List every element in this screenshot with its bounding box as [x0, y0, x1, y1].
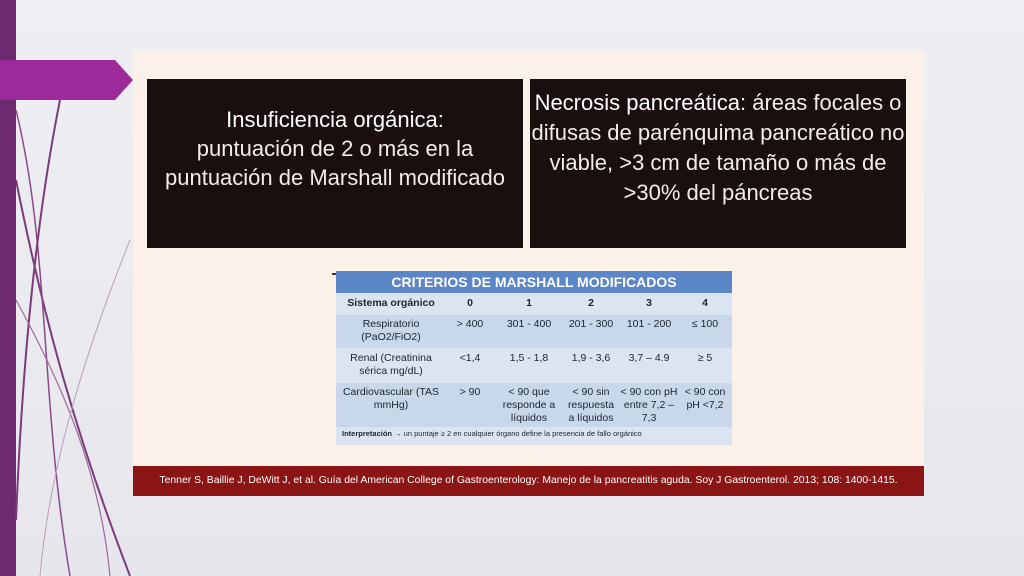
table-cell: < 90 que responde a líquidos	[502, 386, 556, 424]
interpretation-label: Interpretación	[342, 429, 393, 438]
table-cell: ≥ 5	[697, 352, 713, 364]
table-interpretation	[342, 428, 728, 440]
table-cell: ≤ 100	[691, 318, 719, 330]
marshall-criteria-table	[336, 271, 732, 445]
row-label: Respiratorio (PaO2/FiO2)	[361, 318, 421, 343]
column-header: Sistema orgánico	[347, 297, 435, 309]
table-cell: > 90	[459, 386, 481, 398]
interpretation-text: → un puntaje ≥ 2 en cualquier órgano define la presencia de fallo orgánico	[392, 429, 642, 438]
row-label: Renal (Creatinina sérica mg/dL)	[350, 352, 432, 377]
table-cell: 1,9 - 3,6	[571, 352, 611, 364]
column-header: 3	[646, 297, 652, 309]
pancreatic-necrosis-text: áreas focales o difusas de parénquima pancreático no viable, >3 cm de tamaño o más de >30% del páncreas	[531, 90, 905, 205]
table-cell: < 90 con pH <7,2	[684, 386, 726, 411]
table-title: CRITERIOS DE MARSHALL MODIFICADOS	[336, 271, 732, 293]
table-cell: 1,5 - 1,8	[509, 352, 549, 364]
column-header: 4	[702, 297, 708, 309]
table-cell: 301 - 400	[506, 318, 552, 330]
table-cell: > 400	[456, 318, 484, 330]
organ-failure-box	[147, 79, 523, 248]
table-cell: 201 - 300	[568, 318, 614, 330]
title-arrow-shape	[0, 60, 133, 100]
column-header: 2	[588, 297, 594, 309]
table-cell: 3,7 – 4.9	[628, 352, 670, 364]
table-cell: < 90 con pH entre 7,2 – 7,3	[620, 386, 678, 424]
table-cell: <1,4	[459, 352, 481, 364]
organ-failure-text: puntuación de 2 o más en la puntuación de Marshall modificado	[165, 136, 505, 190]
column-header: 0	[467, 297, 473, 309]
citation-footer: Tenner S, Baillie J, DeWitt J, et al. Guía del American College of Gastroenterology: Manejo de la pancreatitis aguda. Soy J Gastroenterol. 2013; 108: 1400-1415.	[133, 466, 924, 496]
pancreatic-necrosis-box	[530, 79, 906, 248]
row-label: Cardiovascular (TAS mmHg)	[342, 386, 440, 411]
column-header: 1	[526, 297, 532, 309]
table-cell: 101 - 200	[626, 318, 672, 330]
pancreatic-necrosis-title: Necrosis pancreática:	[534, 90, 747, 115]
organ-failure-title: Insuficiencia orgánica:	[226, 107, 444, 132]
table-cell: < 90 sin respuesta a líquidos	[567, 386, 615, 424]
slide-content	[133, 52, 924, 496]
